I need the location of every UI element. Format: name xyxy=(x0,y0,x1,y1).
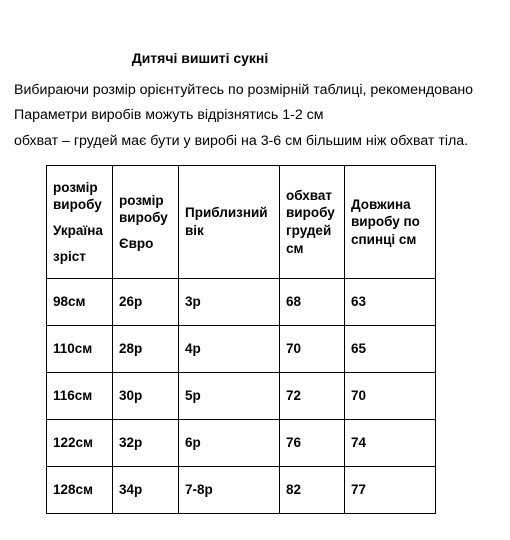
page-title: Дитячі вишиті сукні xyxy=(131,50,269,66)
cell-size-euro: 28р xyxy=(113,326,179,373)
cell-size-euro: 26р xyxy=(113,279,179,326)
header-size-euro xyxy=(113,166,179,279)
header-age-line: Приблизний xyxy=(185,205,268,221)
cell-chest: 68 xyxy=(280,279,345,326)
header-size-euro-line: Євро xyxy=(119,235,154,251)
table-row xyxy=(47,467,436,514)
cell-size-ukraine: 110см xyxy=(47,326,113,373)
table-row xyxy=(47,373,436,420)
header-chest-line: см xyxy=(286,240,304,256)
header-length-line: виробу по xyxy=(351,214,420,230)
header-age-line: вік xyxy=(185,223,204,238)
cell-length: 74 xyxy=(345,420,436,467)
cell-size-ukraine: 116см xyxy=(47,373,113,420)
cell-chest: 72 xyxy=(280,373,345,420)
header-size-ukraine-line: виробу xyxy=(53,197,102,213)
header-chest-line: обхват xyxy=(286,187,332,203)
intro-line-chest-allowance: обхват – грудей має бути у виробі на 3-6 см більшим ніж обхват тіла. xyxy=(14,133,469,149)
header-chest-line: грудей xyxy=(286,223,332,238)
header-size-ukraine-line: розмір xyxy=(53,179,98,195)
cell-length: 63 xyxy=(345,279,436,326)
cell-chest: 70 xyxy=(280,326,345,373)
intro-line-recommendation: Вибираючи розмір орієнтуйтесь по розмірній таблиці, рекомендовано xyxy=(14,82,474,98)
cell-chest: 82 xyxy=(280,467,345,514)
header-size-ukraine xyxy=(47,166,113,279)
cell-size-ukraine: 98см xyxy=(47,279,113,326)
header-length xyxy=(345,166,436,279)
cell-age: 7-8р xyxy=(179,467,280,514)
header-chest xyxy=(280,166,345,279)
table-row xyxy=(47,420,436,467)
header-length-line: Довжина xyxy=(351,196,411,212)
cell-size-euro: 34р xyxy=(113,467,179,514)
cell-length: 77 xyxy=(345,467,436,514)
size-table xyxy=(46,165,436,514)
size-table-header-row xyxy=(47,166,436,279)
cell-size-ukraine: 128см xyxy=(47,467,113,514)
header-age xyxy=(179,166,280,279)
header-size-euro-line: розмір xyxy=(119,192,164,208)
cell-size-euro: 32р xyxy=(113,420,179,467)
cell-age: 4р xyxy=(179,326,280,373)
header-size-euro-line: виробу xyxy=(119,210,168,226)
cell-length: 65 xyxy=(345,326,436,373)
cell-size-euro: 30р xyxy=(113,373,179,420)
intro-line-tolerance: Параметри виробів можуть відрізнятись 1-2 см xyxy=(14,107,324,123)
header-size-ukraine-line: Україна xyxy=(53,223,103,238)
cell-length: 70 xyxy=(345,373,436,420)
cell-size-ukraine: 122см xyxy=(47,420,113,467)
cell-chest: 76 xyxy=(280,420,345,467)
header-chest-line: виробу xyxy=(286,205,335,221)
cell-age: 3р xyxy=(179,279,280,326)
table-row xyxy=(47,326,436,373)
cell-age: 6р xyxy=(179,420,280,467)
header-length-line: спинці см xyxy=(351,231,417,247)
table-row xyxy=(47,279,436,326)
header-size-ukraine-line: зріст xyxy=(53,248,86,264)
cell-age: 5р xyxy=(179,373,280,420)
